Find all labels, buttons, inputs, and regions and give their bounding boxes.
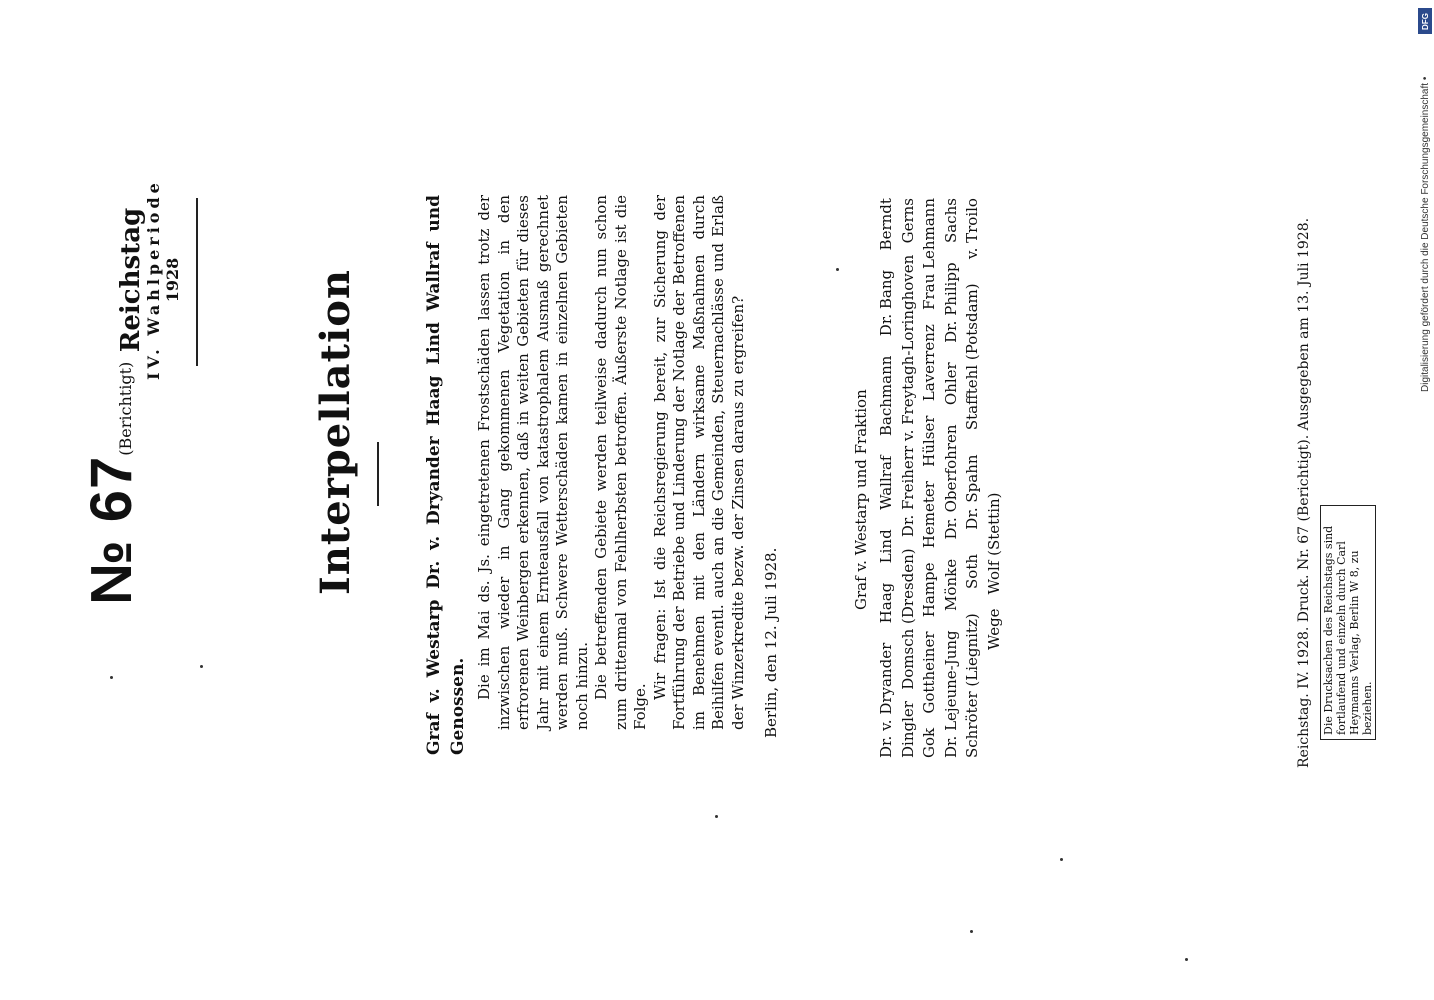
signer: v. Troilo xyxy=(963,198,981,260)
title-separator xyxy=(377,442,379,506)
signer: Berndt xyxy=(877,198,895,251)
footer-box-text: Die Drucksachen des Reichstags sind fortlaufend und einzeln durch Carl Heymanns Verlag, Berlin W 8, zu beziehen. xyxy=(1322,525,1374,735)
scan-speck xyxy=(715,815,718,818)
signer: Schröter (Liegnitz) xyxy=(963,613,981,758)
scan-speck xyxy=(1060,858,1063,861)
body-paragraph: Die im Mai ds. Js. eingetretenen Frostschäden lassen trotz der inzwischen wieder in Gang gekommenen Vegetation in den erfrorenen Weinbergen erkennen, daß in weiten Gebieten für dieses Jahr mit einem Ernteausfall von katastrophalem Ausmaß gerechnet werden muß. Schwere Wetterschäden kamen in einzelnen Gebieten noch hinzu. xyxy=(475,195,591,730)
wahlperiode-year: 1928 xyxy=(163,257,182,303)
signer: Wolf (Stettin) xyxy=(984,492,1003,595)
scan-speck xyxy=(836,268,839,271)
scan-speck xyxy=(200,665,203,668)
dfg-credit-text: Digitalisierung gefördert durch die Deutsche Forschungsgemeinschaft • xyxy=(1420,76,1431,392)
signer: Domsch (Dresden) xyxy=(898,548,917,690)
fraktion-text: Graf v. Westarp und Fraktion xyxy=(852,389,870,610)
document-number xyxy=(78,362,145,605)
signer: Gok xyxy=(920,727,938,758)
authors-line xyxy=(422,195,470,755)
signer: Stafftehl (Potsdam) xyxy=(963,283,981,431)
signer: Dr. Philipp xyxy=(941,262,960,343)
signers-row xyxy=(962,198,984,758)
date-text: Berlin, den 12. Juli 1928. xyxy=(762,547,780,738)
signer: Hemeter xyxy=(920,481,938,549)
signer: Dr. Freiherr v. Freytagh-Loringhoven xyxy=(898,254,917,538)
header-bracket-line xyxy=(196,198,198,366)
signers-row xyxy=(876,198,898,758)
body-paragraph: Wir fragen: Ist die Reichsregierung bereit, zur Sicherung der Fortführung der Betriebe und Linderung der Notlage der Betroffenen im Benehmen mit den Ländern wirksame Maßnahmen durch Beihilfen eventl. auch an die Gemeinden, Steuernachlässe und Erlaß der Winzerkredite bezw. der Zinsen daraus zu ergreifen? xyxy=(650,195,747,730)
signers-row xyxy=(984,198,1006,758)
authors-text: Graf v. Westarp Dr. v. Dryander Haag Lind Wallraf und Genossen. xyxy=(424,195,468,755)
signer: Dingler xyxy=(898,701,917,758)
footer-line xyxy=(1296,218,1312,768)
signer: Dr. v. Dryander xyxy=(877,642,895,758)
signer: Sachs xyxy=(941,198,960,244)
reichstag-block xyxy=(118,180,182,380)
scan-speck xyxy=(110,676,113,679)
signers-row xyxy=(941,198,963,758)
signer: Wallraf xyxy=(877,455,895,510)
body-paragraph: Die betreffenden Gebiete werden teilweise dadurch nun schon zum drittenmal von Fehlherbsten betroffen. Äußerste Notlage ist die Folge. xyxy=(592,195,649,730)
reichstag-heading: Reichstag xyxy=(116,207,146,353)
signers-row xyxy=(898,198,920,758)
signers-list xyxy=(876,198,1005,758)
signer: Haag xyxy=(877,582,895,624)
dfg-credit xyxy=(1420,77,1431,392)
signer: Lind xyxy=(877,529,895,564)
signer: Dr. Spahn xyxy=(963,454,981,530)
scan-speck xyxy=(1185,958,1188,961)
signer: Ohler xyxy=(941,362,960,406)
scan-speck xyxy=(970,930,973,933)
dfg-logo-text: DFG xyxy=(1420,12,1430,30)
signer: Wege xyxy=(984,608,1003,650)
dfg-logo xyxy=(1418,8,1432,34)
interpellation-body xyxy=(475,195,748,730)
signer: Soth xyxy=(963,553,981,589)
fraktion-line xyxy=(852,389,870,610)
signer: Dr. Bang xyxy=(877,269,895,337)
signer: Hampe xyxy=(920,562,938,618)
wahlperiode-label: IV. Wahlperiode xyxy=(144,179,163,380)
document-number-text: № 67 xyxy=(79,455,144,605)
title-text: Interpellation xyxy=(312,269,359,595)
signer: Gerns xyxy=(898,198,917,244)
document-title xyxy=(312,269,359,595)
signer: Frau Lehmann xyxy=(920,198,938,310)
signer: Laverrenz xyxy=(920,324,938,402)
footer-box xyxy=(1320,505,1376,740)
signer: Bachmann xyxy=(877,355,895,437)
signer: Hülser xyxy=(920,415,938,467)
corrected-label: (Berichtigt) xyxy=(116,361,135,456)
signers-row xyxy=(919,198,941,758)
signer: Gottheiner xyxy=(920,631,938,714)
date-line xyxy=(762,548,780,738)
signer: Dr. Lejeune-Jung xyxy=(941,630,960,758)
footer-text: Reichstag. IV. 1928. Druck. Nr. 67 (Berichtigt). Ausgegeben am 13. Juli 1928. xyxy=(1296,217,1312,768)
signer: Dr. Oberfohren xyxy=(941,424,960,540)
signer: Mönke xyxy=(941,558,960,611)
